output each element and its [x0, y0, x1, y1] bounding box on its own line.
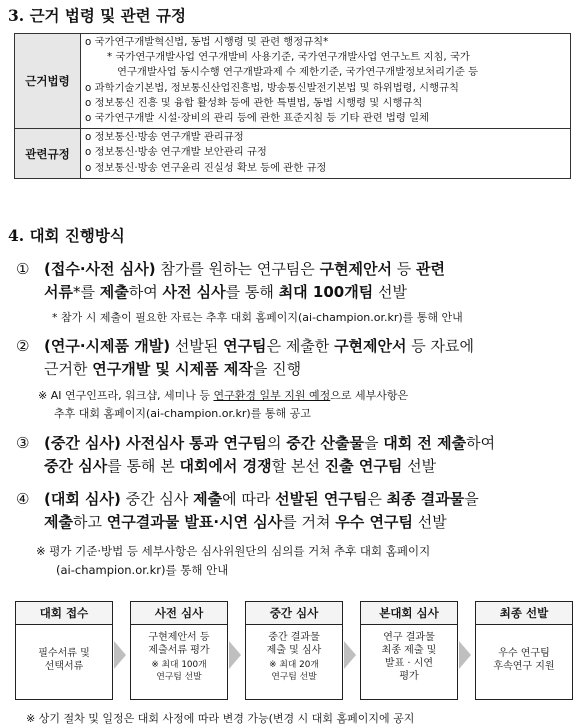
text-segment: 서류	[44, 283, 73, 301]
text-segment: (접수·사전 심사)	[44, 260, 156, 278]
text-segment: 사전 심사	[162, 283, 226, 301]
text-segment: 중간 심사	[120, 490, 194, 508]
note-text: ※ AI 연구인프라, 워크샵, 세미나 등	[38, 389, 214, 402]
law-line: o 과학기술기본법, 정보통신산업진흥법, 방송통신발전기본법 및 하위법령, 시행규칙	[85, 81, 459, 94]
text-segment: 구현제안서	[319, 260, 393, 278]
text-segment: 선발된	[170, 337, 224, 355]
step-line	[44, 260, 445, 278]
flow-step	[15, 601, 113, 700]
flow-body-line: 연구 결과물	[383, 632, 435, 643]
text-segment: 제출	[44, 513, 73, 531]
law-line: * 국가연구개발사업 연구개발비 사용기준, 국가연구개발사업 연구노트 지침, 국가	[107, 51, 470, 64]
flow-step-title: 사전 심사	[131, 602, 227, 625]
flow-step-note: ※ 최대 20개 연구팀 선발	[269, 660, 319, 682]
text-segment: 을	[464, 490, 479, 508]
flow-arrow-icon	[459, 641, 471, 669]
flow-step	[360, 601, 458, 700]
step-number: ④	[16, 490, 30, 508]
flow-step-body	[16, 625, 112, 673]
text-segment: 하여	[466, 434, 496, 452]
text-segment: 제출	[193, 490, 223, 508]
text-segment: 를 통해	[225, 283, 279, 301]
text-segment: 을 진행	[252, 360, 302, 378]
text-segment: 선발	[412, 513, 447, 531]
step-line	[16, 455, 572, 478]
note-underlined: 연구환경 일부 지원 예정	[213, 389, 331, 402]
text-segment: 연구개발 및 시제품 제작	[92, 360, 253, 378]
text-segment: 를 거쳐	[282, 513, 336, 531]
flow-step	[245, 601, 343, 700]
flow-body-line: 구현제안서 등	[148, 632, 210, 643]
step-item-3	[16, 432, 572, 478]
flow-arrow-icon	[344, 641, 356, 669]
flow-step-title: 최종 선발	[476, 602, 572, 625]
flow-step-note: ※ 최대 100개 연구팀 선발	[151, 660, 207, 682]
step-item-4	[16, 488, 572, 534]
text-segment: 을	[363, 434, 384, 452]
text-segment: 은	[367, 490, 387, 508]
row-label-regulations: 관련규정	[15, 129, 81, 179]
text-segment: 대회 전 제출	[383, 434, 467, 452]
row-label-basis: 근거법령	[15, 34, 81, 129]
note-4: ※ 평가 기준·방법 등 세부사항은 심사위원단의 심의를 거쳐 추후 대회 홈페이지	[36, 544, 431, 558]
flow-body-line: 우수 연구팀	[498, 648, 550, 659]
law-line: o 국가연구개발 시설·장비의 관리 등에 관한 표준지침 등 기타 관련 법령 일체	[85, 112, 429, 125]
text-segment: 연구팀	[223, 337, 267, 355]
note-text: 으로 세부사항은	[330, 389, 409, 402]
flow-arrow-icon	[114, 641, 126, 669]
flow-step-body	[361, 625, 457, 683]
text-segment: 최종 결과물	[386, 490, 465, 508]
step-number: ②	[16, 337, 30, 355]
text-segment: 제출	[99, 283, 129, 301]
text-segment: (연구·시제품 개발)	[44, 337, 171, 355]
text-segment: 최대 100개팀	[278, 283, 374, 301]
text-segment: 선발된 연구팀	[275, 490, 368, 508]
step-line	[16, 281, 572, 304]
flow-body-line: 평가	[399, 671, 419, 682]
text-segment: (대회 심사)	[44, 490, 121, 508]
flow-body-line: 선택서류	[44, 661, 84, 672]
flow-step-body	[476, 625, 572, 673]
text-segment: 구현제안서	[334, 337, 407, 355]
flow-step	[130, 601, 228, 700]
law-line: o 정보통신·방송 연구개발 보안관리 규정	[85, 146, 267, 159]
text-segment: 사전심사 통과	[120, 434, 224, 452]
flow-step-title: 본대회 심사	[361, 602, 457, 625]
text-segment: 중간 산출물	[286, 434, 364, 452]
flow-body-line: 중간 결과물	[268, 632, 320, 643]
law-row-basis	[15, 34, 571, 129]
text-segment: 관련	[416, 260, 446, 278]
step-item-1	[16, 258, 572, 304]
flow-step-body	[131, 625, 227, 683]
step-number: ③	[16, 434, 30, 452]
note-1: * 참가 시 제출이 필요한 자료는 추후 대회 홈페이지(ai-champion.or.kr)를 통해 안내	[52, 311, 463, 324]
flow-arrow-icon	[229, 641, 241, 669]
text-segment: 하고	[72, 513, 107, 531]
text-segment: 등 자료에	[406, 337, 475, 355]
flow-body-line: 제출서류 평가	[148, 645, 210, 656]
step-line	[16, 511, 572, 534]
text-segment: 를 통해 본	[107, 457, 180, 475]
flow-step-title: 중간 심사	[246, 602, 342, 625]
note-2-line2: 추후 대회 홈페이지(ai-champion.or.kr)를 통해 공고	[54, 407, 311, 420]
law-line: o 정보통신·방송 연구개발 관리규정	[85, 131, 244, 144]
flow-body-line: 제출 및 심사	[266, 645, 322, 656]
text-segment: 진출 연구팀	[324, 457, 403, 475]
text-segment: (중간 심사)	[44, 434, 121, 452]
step-item-2	[16, 335, 572, 381]
text-segment: 우수 연구팀	[335, 513, 413, 531]
text-segment: 하여	[128, 283, 163, 301]
text-segment: *를	[72, 283, 100, 301]
step-number: ①	[16, 260, 30, 278]
step-line	[44, 337, 474, 355]
text-segment: 선발	[402, 457, 437, 475]
law-line: o 정보통신·방송 연구윤리 진실성 확보 등에 관한 규정	[85, 161, 327, 174]
flow-body-line: 필수서류 및	[38, 648, 90, 659]
section4-title: 4. 대회 진행방식	[8, 226, 125, 245]
text-segment: 은 제출한	[266, 337, 335, 355]
footnote: ※ 상기 절차 및 일정은 대회 사정에 따라 변경 가능(변경 시 대회 홈페이지에 공지	[26, 712, 415, 725]
law-line: o 국가연구개발혁신법, 동법 시행령 및 관련 행정규칙*	[85, 36, 329, 48]
flow-step-body	[246, 625, 342, 683]
flow-step-title: 대회 접수	[16, 602, 112, 625]
law-line: o 정보통신 진흥 및 융합 활성화 등에 관한 특별법, 동법 시행령 및 시행규칙	[85, 96, 423, 109]
row-content-basis	[81, 34, 571, 129]
flow-step	[475, 601, 573, 700]
flow-body-line: 최종 제출 및	[381, 645, 437, 656]
text-segment: 의	[267, 434, 287, 452]
flow-body-line: 발표 · 시연	[384, 658, 434, 669]
law-row-regulations	[15, 129, 571, 179]
step-line	[44, 434, 495, 452]
section3-title: 3. 근거 법령 및 관련 규정	[8, 6, 186, 25]
text-segment: 연구팀	[223, 434, 267, 452]
text-segment: 선발	[373, 283, 407, 301]
law-table	[14, 33, 571, 179]
note-2	[38, 387, 408, 404]
text-segment: 참가를 원하는 연구팀은	[155, 260, 320, 278]
text-segment: 대회에서 경쟁	[179, 457, 272, 475]
text-segment: 중간 심사	[44, 457, 108, 475]
row-content-regulations	[81, 129, 571, 179]
step-line	[44, 490, 479, 508]
note-4-line2: (ai-champion.or.kr)를 통해 안내	[56, 563, 229, 577]
process-flow	[15, 601, 571, 705]
text-segment: 등	[392, 260, 417, 278]
flow-body-line: 후속연구 지원	[493, 661, 555, 672]
text-segment: 할 본선	[271, 457, 325, 475]
text-segment: 연구결과물 발표·시연 심사	[106, 513, 283, 531]
text-segment: 근거한	[44, 360, 93, 378]
text-segment: 에 따라	[222, 490, 276, 508]
law-line: 연구개발사업 동시수행 연구개발과제 수 제한기준, 국가연구개발정보처리기준 등	[117, 66, 479, 79]
step-line	[16, 358, 572, 381]
